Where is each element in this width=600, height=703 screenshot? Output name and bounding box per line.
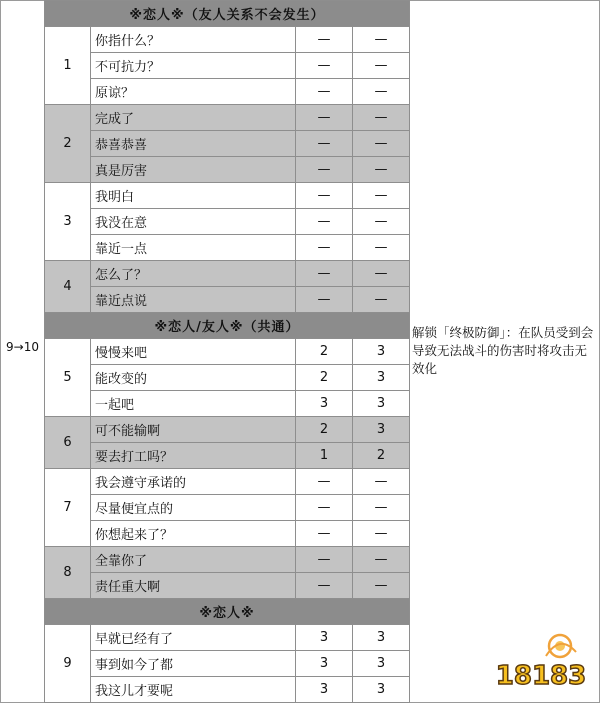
- dialogue-option: 能改变的: [91, 365, 296, 391]
- dialogue-row: [45, 339, 410, 365]
- dialogue-row: [45, 27, 410, 53]
- dialogue-row: [45, 365, 410, 391]
- value-col-2: 3: [353, 677, 410, 703]
- dialogue-option: 我明白: [91, 183, 296, 209]
- value-col-2: —: [353, 53, 410, 79]
- dialogue-option: 责任重大啊: [91, 573, 296, 599]
- value-col-1: 3: [296, 651, 353, 677]
- dialogue-row: [45, 105, 410, 131]
- dialogue-row: [45, 443, 410, 469]
- dialogue-row: [45, 53, 410, 79]
- section-header: ※恋人※: [45, 599, 410, 625]
- section-header-row: [45, 313, 410, 339]
- group-number: 5: [45, 339, 91, 417]
- group-number: 7: [45, 469, 91, 547]
- dialogue-option: 你想起来了？: [91, 521, 296, 547]
- dialogue-row: [45, 495, 410, 521]
- value-col-1: —: [296, 495, 353, 521]
- value-col-1: 2: [296, 417, 353, 443]
- dialogue-option: 恭喜恭喜: [91, 131, 296, 157]
- value-col-2: —: [353, 547, 410, 573]
- value-col-1: —: [296, 157, 353, 183]
- dialogue-row: [45, 547, 410, 573]
- dialogue-row: [45, 287, 410, 313]
- dialogue-option: 你指什么？: [91, 27, 296, 53]
- value-col-1: —: [296, 53, 353, 79]
- dialogue-option: 不可抗力？: [91, 53, 296, 79]
- value-col-1: 2: [296, 365, 353, 391]
- dialogue-option: 靠近一点: [91, 235, 296, 261]
- value-col-2: —: [353, 27, 410, 53]
- value-col-1: 2: [296, 339, 353, 365]
- group-number: 9: [45, 625, 91, 703]
- site-logo: [486, 626, 596, 698]
- dialogue-option: 完成了: [91, 105, 296, 131]
- dialogue-option: 全靠你了: [91, 547, 296, 573]
- dialogue-option: 要去打工吗？: [91, 443, 296, 469]
- dialogue-option: 原谅？: [91, 79, 296, 105]
- dialogue-row: [45, 131, 410, 157]
- section-header-row: [45, 1, 410, 27]
- value-col-2: —: [353, 261, 410, 287]
- dialogue-row: [45, 469, 410, 495]
- dialogue-row: [45, 521, 410, 547]
- section-header: ※恋人※（友人关系不会发生）: [45, 1, 410, 27]
- dialogue-option: 可不能输啊: [91, 417, 296, 443]
- dialogue-row: [45, 157, 410, 183]
- value-col-1: —: [296, 105, 353, 131]
- dialogue-row: [45, 261, 410, 287]
- group-number: 1: [45, 27, 91, 105]
- dialogue-row: [45, 79, 410, 105]
- dialogue-option: 事到如今了都: [91, 651, 296, 677]
- dialogue-row: [45, 391, 410, 417]
- value-col-1: —: [296, 131, 353, 157]
- value-col-1: —: [296, 287, 353, 313]
- logo-swirl-icon: [546, 635, 576, 657]
- unlock-note: 解锁「终极防御」：在队员受到会导致无法战斗的伤害时将攻击无效化: [412, 325, 594, 376]
- group-number: 8: [45, 547, 91, 599]
- value-col-2: —: [353, 157, 410, 183]
- level-range: 9→10: [6, 340, 39, 354]
- value-col-1: —: [296, 469, 353, 495]
- value-col-2: —: [353, 183, 410, 209]
- value-col-1: —: [296, 79, 353, 105]
- dialogue-row: [45, 573, 410, 599]
- value-col-2: —: [353, 469, 410, 495]
- value-col-2: —: [353, 573, 410, 599]
- value-col-2: 3: [353, 365, 410, 391]
- value-col-2: 3: [353, 339, 410, 365]
- dialogue-row: [45, 625, 410, 651]
- value-col-2: —: [353, 131, 410, 157]
- dialogue-row: [45, 183, 410, 209]
- group-number: 3: [45, 183, 91, 261]
- value-col-1: —: [296, 521, 353, 547]
- value-col-1: 3: [296, 391, 353, 417]
- value-col-1: —: [296, 573, 353, 599]
- value-col-2: —: [353, 79, 410, 105]
- dialogue-option: 我没在意: [91, 209, 296, 235]
- dialogue-table: [44, 0, 410, 703]
- dialogue-row: [45, 677, 410, 703]
- dialogue-row: [45, 235, 410, 261]
- value-col-2: 3: [353, 651, 410, 677]
- dialogue-row: [45, 651, 410, 677]
- group-number: 4: [45, 261, 91, 313]
- dialogue-option: 真是厉害: [91, 157, 296, 183]
- value-col-2: —: [353, 209, 410, 235]
- logo-text: 18183: [495, 661, 587, 691]
- value-col-2: —: [353, 287, 410, 313]
- value-col-2: —: [353, 495, 410, 521]
- value-col-1: —: [296, 261, 353, 287]
- value-col-2: 2: [353, 443, 410, 469]
- value-col-1: 3: [296, 677, 353, 703]
- dialogue-option: 靠近点说: [91, 287, 296, 313]
- dialogue-option: 我这儿才要呢: [91, 677, 296, 703]
- value-col-2: 3: [353, 417, 410, 443]
- value-col-1: 3: [296, 625, 353, 651]
- dialogue-option: 我会遵守承诺的: [91, 469, 296, 495]
- dialogue-option: 怎么了？: [91, 261, 296, 287]
- value-col-1: —: [296, 209, 353, 235]
- value-col-2: —: [353, 521, 410, 547]
- value-col-2: 3: [353, 625, 410, 651]
- section-header: ※恋人/友人※（共通）: [45, 313, 410, 339]
- dialogue-row: [45, 209, 410, 235]
- dialogue-option: 慢慢来吧: [91, 339, 296, 365]
- section-header-row: [45, 599, 410, 625]
- dialogue-row: [45, 417, 410, 443]
- value-col-2: —: [353, 105, 410, 131]
- dialogue-option: 尽量便宜点的: [91, 495, 296, 521]
- value-col-2: —: [353, 235, 410, 261]
- value-col-1: 1: [296, 443, 353, 469]
- value-col-1: —: [296, 183, 353, 209]
- value-col-2: 3: [353, 391, 410, 417]
- value-col-1: —: [296, 235, 353, 261]
- group-number: 6: [45, 417, 91, 469]
- dialogue-option: 一起吧: [91, 391, 296, 417]
- value-col-1: —: [296, 547, 353, 573]
- dialogue-option: 早就已经有了: [91, 625, 296, 651]
- group-number: 2: [45, 105, 91, 183]
- value-col-1: —: [296, 27, 353, 53]
